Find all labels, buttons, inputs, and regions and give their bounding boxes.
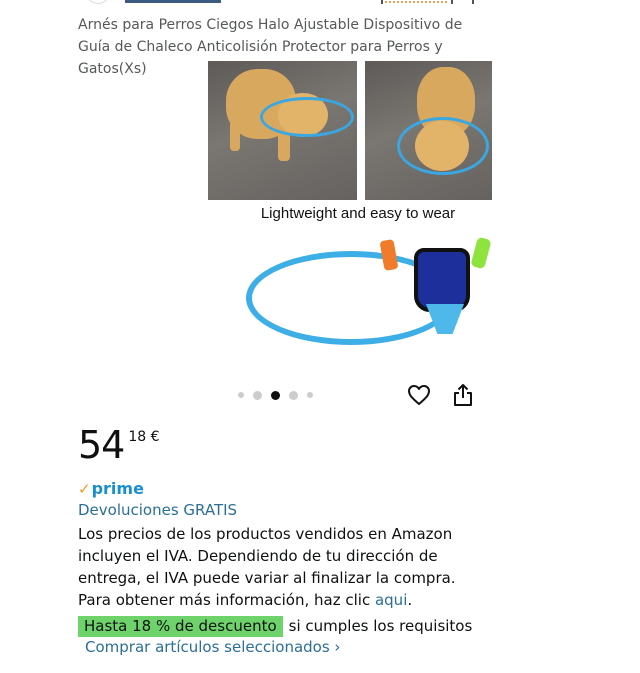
share-icon — [453, 383, 473, 407]
price-fraction: 18 € — [128, 429, 160, 445]
share-button[interactable] — [450, 382, 476, 408]
vat-info-link[interactable]: aqui — [374, 591, 408, 609]
vat-notice: Los precios de los productos vendidos en Amazon incluyen el IVA. Dependiendo de tu dirección de entrega, el IVA puede variar al finalizar la compra. Para obtener más información, haz clic aqui. — [78, 525, 456, 609]
page-dot[interactable] — [289, 391, 298, 400]
free-returns-link[interactable]: Devoluciones GRATIS — [78, 501, 238, 519]
gallery-pagination-dots[interactable] — [238, 390, 313, 400]
page-dot[interactable] — [307, 392, 313, 398]
gallery-caption: Lightweight and easy to wear — [260, 205, 456, 222]
add-to-wishlist-button[interactable] — [406, 382, 432, 408]
store-link-remnant[interactable] — [125, 0, 221, 3]
rating-bracket — [451, 0, 453, 4]
dog-photo-side-view — [208, 61, 357, 200]
vat-notice-text: Los precios de los productos vendidos en Amazon incluyen el IVA. Dependiendo de tu dirección de entrega, el IVA puede variar al finalizar la compra. Para obtener más información, haz clic — [78, 525, 456, 609]
avatar — [86, 0, 110, 4]
star-rating-icon[interactable] — [385, 1, 447, 4]
price — [78, 422, 160, 468]
prime-label: prime — [91, 479, 144, 498]
product-title: Arnés para Perros Ciegos Halo Ajustable Dispositivo de Guía de Chaleco Anticolisión Protector para Perros y Gatos(Xs) — [78, 17, 463, 77]
discount-condition: si cumples los requisitos — [288, 617, 473, 635]
price-whole: 54 — [78, 423, 125, 467]
dog-photo-front-view — [365, 61, 492, 200]
page-dot[interactable] — [253, 391, 262, 400]
page-dot-active[interactable] — [271, 391, 280, 400]
prime-badge — [78, 479, 144, 498]
page-dot[interactable] — [238, 392, 244, 398]
discount-badge: Hasta 18 % de descuento — [78, 616, 283, 637]
business-discount — [78, 615, 472, 637]
rating-bracket — [381, 0, 383, 4]
harness-product-image — [244, 236, 494, 351]
scrolled-off-header-remnant — [0, 0, 640, 6]
shop-selected-items-link[interactable]: Comprar artículos seleccionados › — [85, 638, 341, 656]
rating-bracket — [472, 0, 474, 4]
heart-icon — [407, 384, 431, 406]
prime-check-icon: ✓ — [78, 479, 91, 498]
